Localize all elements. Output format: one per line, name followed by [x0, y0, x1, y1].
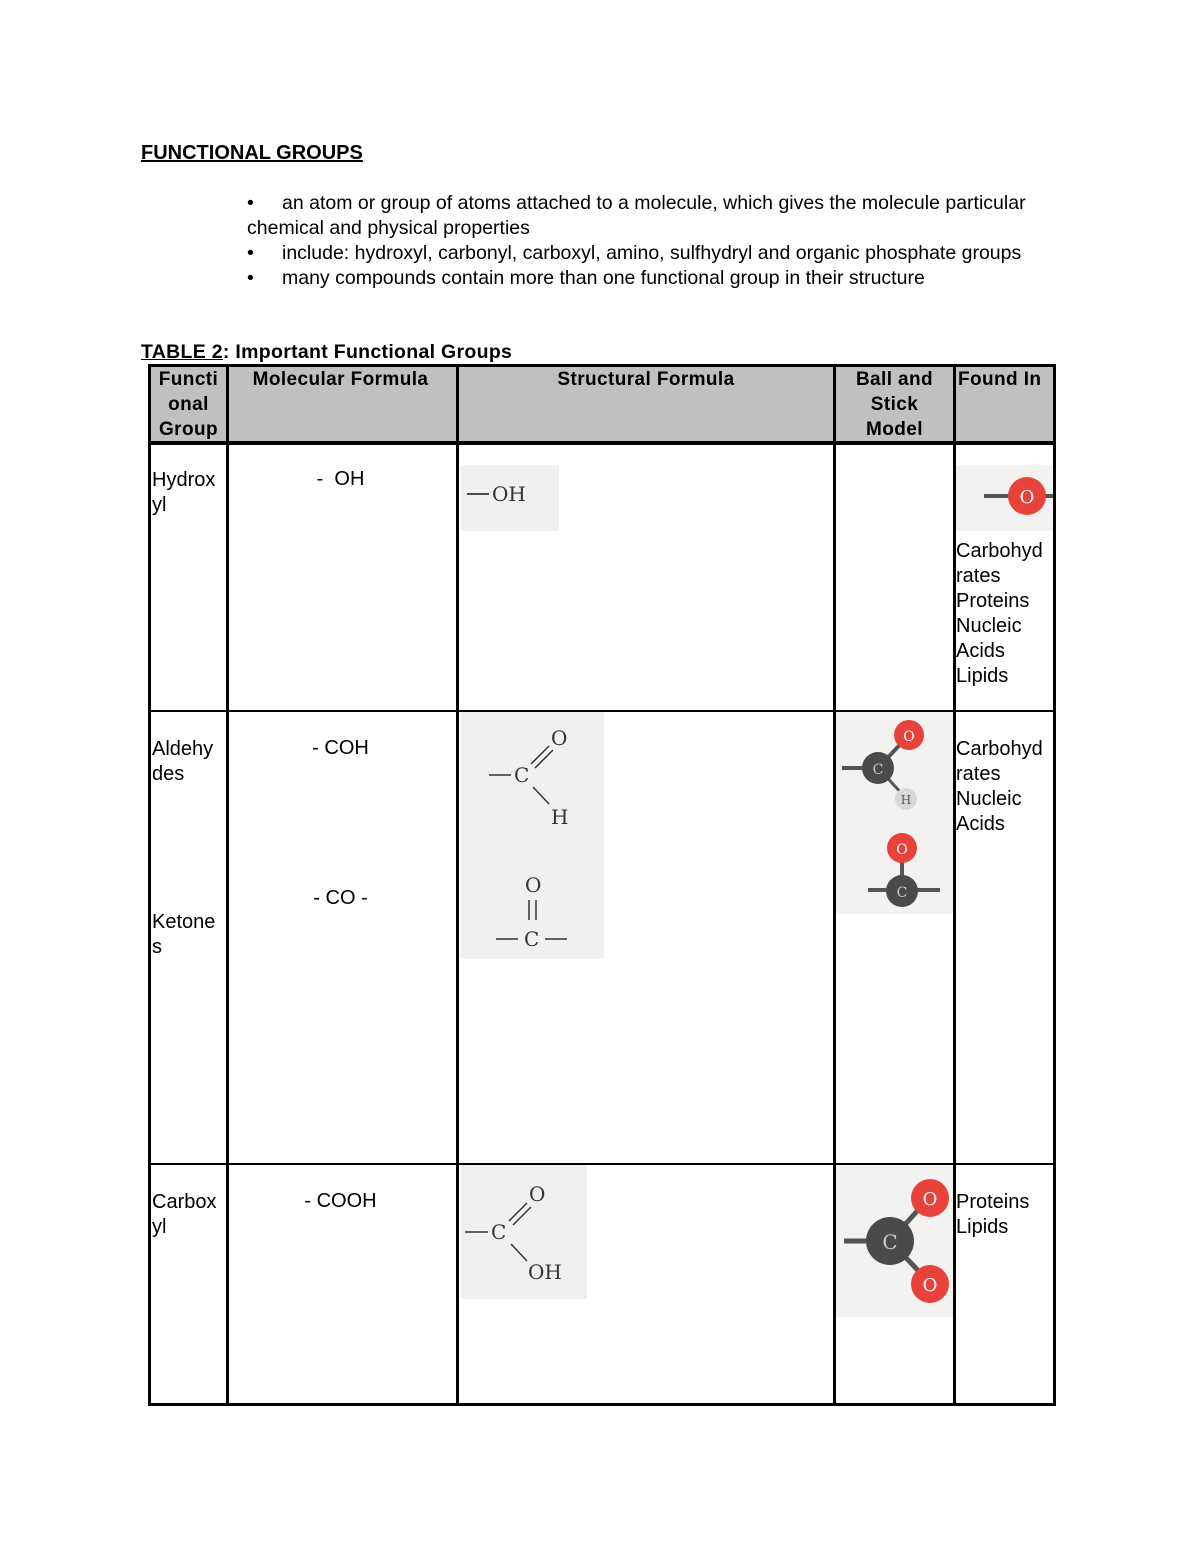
table-border	[456, 364, 459, 1406]
group-aldehydes: Aldehy des	[152, 738, 214, 785]
bullet-icon: •	[247, 242, 254, 264]
header-structural-formula: Structural Formula	[557, 369, 735, 390]
group-hydroxyl: Hydrox yl	[152, 469, 216, 516]
header-ball-and-stick: Ball and Stick Model	[855, 369, 934, 440]
list-item: • include: hydroxyl, carbonyl, carboxyl, amino, sulfhydryl and organic phosphate groups	[247, 242, 1022, 264]
bullet-list	[247, 191, 1067, 291]
table-border	[148, 364, 151, 1406]
svg-text:O: O	[529, 1182, 546, 1206]
table-border	[148, 1403, 1056, 1406]
svg-text:O: O	[903, 729, 915, 745]
bullet-icon: •	[247, 267, 254, 289]
formula-hydroxyl: - OH	[316, 468, 365, 490]
carboxyl-structural-image	[461, 1165, 587, 1299]
svg-text:O: O	[551, 726, 568, 750]
formula-carboxyl: - COOH	[304, 1190, 377, 1212]
found-in-hydroxyl: Carbohyd rates Proteins Nucleic Acids Lipids	[956, 540, 1043, 687]
formula-aldehydes: - COH	[312, 737, 369, 759]
svg-text:O: O	[1019, 487, 1035, 508]
table-border	[226, 364, 229, 1406]
bullet-icon: •	[247, 192, 254, 214]
hydroxyl-structural-image	[461, 465, 559, 531]
page-title: FUNCTIONAL GROUPS	[141, 142, 363, 164]
table-border	[1053, 364, 1056, 1406]
svg-text:C: C	[514, 763, 530, 787]
aldehyde-ketone-structural-image	[461, 712, 604, 959]
header-functional-group: Functi onal Group	[158, 369, 219, 440]
oh-label: OH	[492, 482, 526, 506]
header-molecular-formula: Molecular Formula	[252, 369, 429, 390]
svg-text:C: C	[491, 1220, 507, 1244]
svg-text:C: C	[896, 885, 908, 901]
svg-text:H: H	[551, 805, 569, 829]
found-in-carboxyl: Proteins Lipids	[956, 1191, 1030, 1238]
functional-groups-table	[148, 364, 1056, 1406]
table-caption: TABLE 2: Important Functional Groups	[141, 341, 513, 363]
group-carboxyl: Carbox yl	[152, 1191, 217, 1238]
group-ketones: Ketone s	[152, 911, 216, 958]
svg-text:C: C	[524, 927, 540, 951]
list-item: • an atom or group of atoms attached to a molecule, which gives the molecule particular chemical and physical properties	[247, 192, 1026, 239]
svg-text:O: O	[922, 1275, 938, 1296]
svg-text:OH: OH	[528, 1260, 562, 1284]
hydroxyl-ball-stick-image	[956, 465, 1053, 531]
aldehyde-ketone-ball-stick-image	[836, 712, 953, 914]
found-in-aldehydes-ketones: Carbohyd rates Nucleic Acids	[956, 738, 1043, 835]
header-found-in: Found In	[958, 369, 1042, 390]
svg-text:O: O	[922, 1189, 938, 1210]
carboxyl-ball-stick-image	[836, 1165, 953, 1317]
svg-text:C: C	[872, 762, 884, 778]
svg-text:O: O	[896, 842, 908, 858]
svg-text:O: O	[525, 873, 542, 897]
list-item: • many compounds contain more than one functional group in their structure	[247, 267, 925, 289]
svg-text:C: C	[882, 1230, 898, 1254]
svg-text:H: H	[900, 793, 912, 807]
formula-ketones: - CO -	[313, 887, 368, 909]
